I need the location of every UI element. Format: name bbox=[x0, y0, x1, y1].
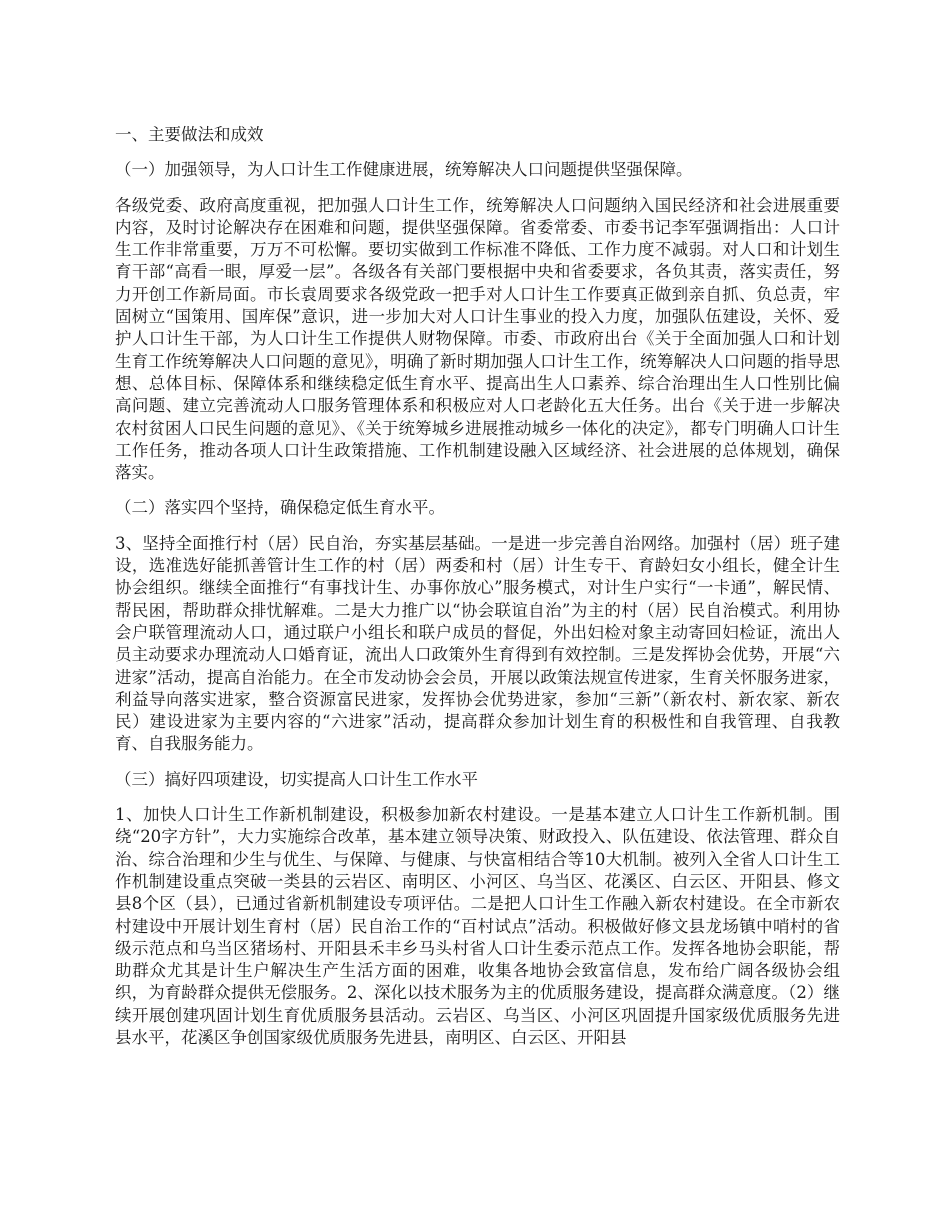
section-title: 一、主要做法和成效 bbox=[115, 125, 264, 144]
subsection-1-body: 各级党委、政府高度重视，把加强人口计生工作，统筹解决人口问题纳入国民经济和社会进展重要内容，及时讨论解决存在困难和问题，提供坚强保障。省委常委、市委书记李军强调指出：人口计生工作非常重要，万万不可松懈。要切实做到工作标准不降低、工作力度不减弱。对人口和计划生育干部“高看一眼，厚爱一层”。各级各有关部门要根据中央和省委要求，各负其责，落实责任，努力开创工作新局面。市长袁周要求各级党政一把手对人口计生工作要真正做到亲自抓、负总责，牢固树立“国策用、国库保”意识，进一步加大对人口计生事业的投入力度，加强队伍建设，关怀、爱护人口计生干部，为人口计生工作提供人财物保障。市委、市政府出台《关于全面加强人口和计划生育工作统筹解决人口问题的意见》，明确了新时期加强人口计生工作，统筹解决人口问题的指导思想、总体目标、保障体系和继续稳定低生育水平、提高出生人口素养、综合治理出生人口性别比偏高问题、建立完善流动人口服务管理体系和积极应对人口老龄化五大任务。出台《关于进一步解决农村贫困人口民生问题的意见》、《关于统筹城乡进展推动城乡一体化的决定》，都专门明确人口计生工作任务，推动各项人口计生政策措施、工作机制建设融入区域经济、社会进展的总体规划，确保落实。 bbox=[115, 195, 840, 483]
subsection-3-body: 1、加快人口计生工作新机制建设，积极参加新农村建设。一是基本建立人口计生工作新机制。围绕“20字方针”，大力实施综合改革，基本建立领导决策、财政投入、队伍建设、依法管理、群众自治、综合治理和少生与优生、与保障、与健康、与快富相结合等10大机制。被列入全省人口计生工作机制建设重点突破一类县的云岩区、南明区、小河区、乌当区、花溪区、白云区、开阳县、修文县8个区（县），已通过省新机制建设专项评估。二是把人口计生工作融入新农村建设。在全市新农村建设中开展计划生育村（居）民自治工作的“百村试点”活动。积极做好修文县龙场镇中哨村的省级示范点和乌当区猪场村、开阳县禾丰乡马头村省人口计生委示范点工作。发挥各地协会职能，帮助群众尤其是计生户解决生产生活方面的困难，收集各地协会致富信息，发布给广阔各级协会组织，为育龄群众提供无偿服务。2、深化以技术服务为主的优质服务建设，提高群众满意度。（2）继续开展创建巩固计划生育优质服务县活动。云岩区、乌当区、小河区巩固提升国家级优质服务先进县水平，花溪区争创国家级优质服务先进县，南明区、白云区、开阳县 bbox=[115, 805, 840, 1047]
document-page bbox=[115, 124, 840, 1049]
subsection-2-body: 3、坚持全面推行村（居）民自治，夯实基层基础。一是进一步完善自治网络。加强村（居）班子建设，选准选好能抓善管计生工作的村（居）两委和村（居）计生专干、育龄妇女小组长，健全计生协会组织。继续全面推行“有事找计生、办事你放心”服务模式，对计生户实行“一卡通”，解民情、帮民困，帮助群众排忧解难。二是大力推广以“协会联谊自治”为主的村（居）民自治模式。利用协会户联管理流动人口，通过联户小组长和联户成员的督促，外出妇检对象主动寄回妇检证，流出人员主动要求办理流动人口婚育证，流出人口政策外生育得到有效控制。三是发挥协会优势，开展“六进家”活动，提高自治能力。在全市发动协会会员，开展以政策法规宣传进家，生育关怀服务进家，利益导向落实进家，整合资源富民进家，发挥协会优势进家，参加“三新”（新农村、新农家、新农民）建设进家为主要内容的“六进家”活动，提高群众参加计划生育的积极性和自我管理、自我教育、自我服务能力。 bbox=[115, 533, 840, 754]
subsection-1-title: （一）加强领导，为人口计生工作健康进展，统筹解决人口问题提供坚强保障。 bbox=[115, 160, 693, 180]
subsection-2-title: （二）落实四个坚持，确保稳定低生育水平。 bbox=[115, 498, 445, 518]
subsection-3-title: （三）搞好四项建设，切实提高人口计生工作水平 bbox=[115, 769, 478, 789]
